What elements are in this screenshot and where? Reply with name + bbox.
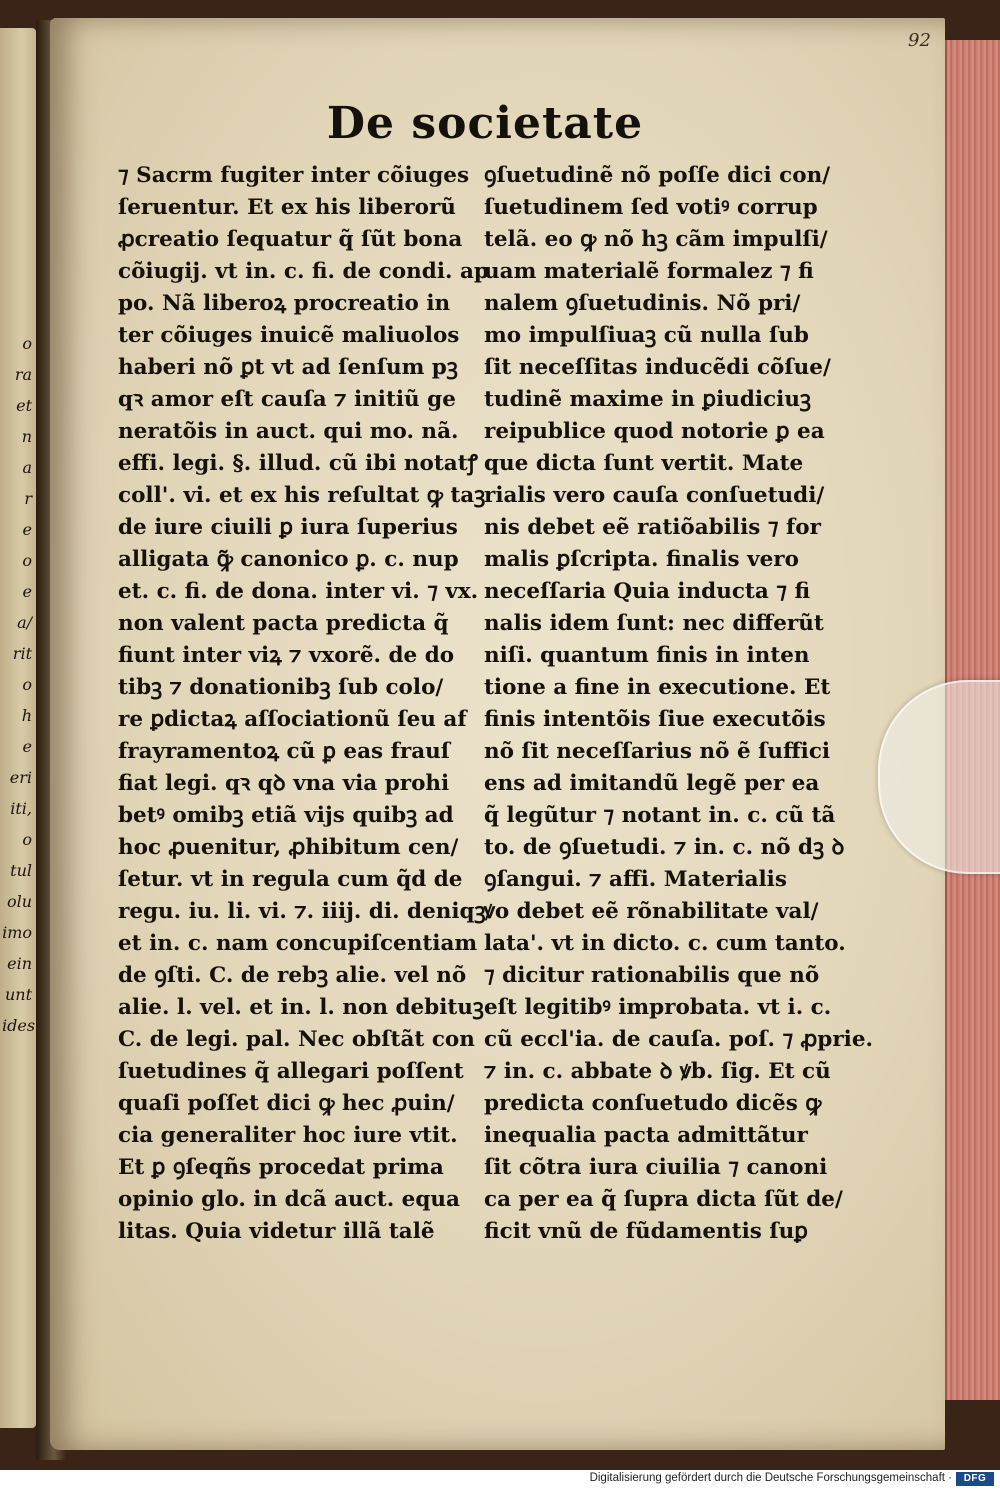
text-line: rialis vero cauſa conſuetudi/ [484, 483, 825, 508]
text-line: de iure ciuili ꝑ iura ſuperius [118, 515, 458, 540]
page-title: De societate [326, 98, 644, 149]
text-line: reipublice quod notorie ꝑ ea [484, 419, 825, 444]
dfg-logo-icon[interactable]: DFG [956, 1472, 994, 1486]
text-line: non valent pacta predicta q̃ [118, 611, 449, 636]
text-line: frayramentoꝝ cũ ꝑ eas frauſ [118, 739, 451, 764]
text-line: tudinẽ maxime in ꝑiudiciuꝫ [484, 387, 811, 412]
fragment-line: ra [14, 365, 32, 384]
text-line: neceſſaria Quia inducta ⁊ fi [484, 579, 811, 604]
text-line: lata'. vt in dicto. c. cum tanto. [484, 931, 846, 956]
text-line: de ꝯſti. C. de rebꝫ alie. vel nõ [118, 963, 467, 988]
fragment-line: e [22, 520, 32, 539]
text-line: alie. l. vel. et in. l. non debituꝫ [118, 995, 484, 1020]
text-line: alligata ꝙ̃ canonico ꝑ. c. nup [118, 547, 459, 572]
text-line: nis debet eẽ ratiõabilis ⁊ for [484, 515, 821, 540]
text-line: et in. c. nam concupiſcentiam [118, 931, 478, 956]
text-line: ſetur. vt in regula cum q̃d de [118, 867, 463, 892]
text-line: telã. eo ꝙ nõ hꝫ cãm impulſi/ [484, 227, 828, 252]
text-line: haberi nõ ꝑt vt ad ſenſum pꝫ [118, 355, 458, 380]
text-line: ⁊ in. c. abbate ꝺ ꝟb. ſig. Et cũ [484, 1059, 831, 1084]
text-line: to. de ꝯſuetudi. ⁊ in. c. nõ dꝫ ꝺ [484, 835, 845, 860]
text-line: eſt legitibꝰ improbata. vt i. c. [484, 995, 832, 1020]
fragment-line: a [22, 458, 32, 477]
text-line: ſit cõtra iura ciuilia ⁊ canoni [484, 1155, 828, 1180]
text-line: Et ꝑ ꝯſeqñs procedat prima [118, 1155, 444, 1180]
text-line: ⁊ Sacrm fugiter inter cõiuges [118, 163, 470, 188]
text-line: ca per ea q̃ ſupra dicta ſũt de/ [484, 1187, 843, 1212]
funding-credit: Digitalisierung gefördert durch die Deutsche Forschungsgemeinschaft · [589, 1472, 952, 1484]
text-line: nalis idem ſunt: nec differũt [484, 611, 824, 636]
previous-page-edge [0, 28, 36, 1428]
text-line: q̃ legũtur ⁊ notant in. c. cũ tã [484, 803, 836, 828]
fragment-line: o [22, 830, 32, 849]
text-line: ſuetudinem ſed votiꝰ corrup [484, 195, 818, 220]
text-line: fiunt inter viꝝ ⁊ vxorẽ. de do [118, 643, 455, 668]
text-line: ꝯſangui. ⁊ affi. Materialis [484, 867, 787, 892]
text-line: cõiugij. vt in. c. fi. de condi. ap [118, 259, 489, 284]
text-column-right [484, 160, 873, 1248]
fragment-line: o [22, 675, 32, 694]
fragment-line: tul [10, 861, 32, 880]
fragment-line: et [16, 396, 32, 415]
fragment-line: r [24, 489, 32, 508]
text-column-left [118, 160, 489, 1248]
text-line: qꝛ amor eſt cauſa ⁊ initiũ ge [118, 387, 456, 412]
folio-number: 92 [908, 30, 931, 51]
text-line: nõ ſit neceſſarius nõ ẽ ſuffici [484, 739, 831, 764]
text-line: cia generaliter hoc iure vtit. [118, 1123, 458, 1148]
fragment-line: e [22, 582, 32, 601]
text-line: regu. iu. li. vi. ⁊. iiij. di. deniqꝫ [118, 899, 486, 924]
text-line: C. de legi. pal. Nec obſtãt con [118, 1027, 475, 1052]
fragment-line: eri [9, 768, 32, 787]
fragment-line: o [22, 551, 32, 570]
text-line: tibꝫ ⁊ donationibꝫ ſub colo/ [118, 675, 444, 700]
text-line: betꝰ omibꝫ etiã vijs quibꝫ ad [118, 803, 454, 828]
text-line: opinio glo. in dcã auct. equa [118, 1187, 460, 1212]
text-line: ꝓcreatio ſequatur q̃ ſũt bona [118, 227, 463, 252]
fragment-line: ein [7, 954, 32, 973]
text-line: quaſi poſſet dici ꝙ hec ꝓuin/ [118, 1091, 455, 1116]
text-line: neratõis in auct. qui mo. nã. [118, 419, 459, 444]
text-line: ſuetudines q̃ allegari poſſent [118, 1059, 464, 1084]
text-line: ꝯſuetudinẽ nõ poſſe dici con/ [484, 163, 831, 188]
text-line: et. c. fi. de dona. inter vi. ⁊ vx. [118, 579, 479, 604]
text-line: coll'. vi. et ex his reſultat ꝙ taꝫ [118, 483, 486, 508]
text-line: finis intentõis ſiue executõis [484, 707, 826, 732]
fragment-line: rit [12, 644, 32, 663]
fragment-line: e [22, 737, 32, 756]
text-line: cũ eccl'ia. de cauſa. poſ. ⁊ ꝓprie. [484, 1027, 873, 1052]
previous-page-text-fragments [2, 328, 36, 1041]
text-line: litas. Quia videtur illã talẽ [118, 1219, 435, 1244]
text-line: re ꝑdictaꝝ aſſociationũ ſeu af [118, 707, 467, 732]
text-line: predicta conſuetudo dicẽs ꝙ [484, 1091, 822, 1116]
fragment-line: unt [4, 985, 32, 1004]
text-line: ſit neceſſitas inducẽdi cõſue/ [484, 355, 831, 380]
text-line: ens ad imitandũ legẽ per ea [484, 771, 820, 796]
footer-bar [0, 1470, 1000, 1489]
fragment-line: ides [2, 1016, 36, 1035]
fragment-line: n [21, 427, 32, 446]
text-line: ꝟo debet eẽ rõnabilitate val/ [484, 899, 819, 924]
text-line: ficit vnũ de fũdamentis ſuꝑ [484, 1219, 808, 1244]
text-line: ter cõiuges inuicẽ maliuolos [118, 323, 460, 348]
fragment-line: imo [2, 923, 32, 942]
text-line: fiat legi. qꝛ qꝺ vna via prohi [118, 771, 450, 796]
text-line: niſi. quantum finis in inten [484, 643, 810, 668]
text-line: uam materialẽ formalez ⁊ fi [484, 259, 814, 284]
text-line: que dicta ſunt vertit. Mate [484, 451, 804, 476]
fragment-line: h [21, 706, 32, 725]
fragment-line: o [22, 334, 32, 353]
text-line: malis ꝑſcripta. finalis vero [484, 547, 799, 572]
fragment-line: olu [6, 892, 32, 911]
fragment-line: a/ [17, 613, 32, 632]
text-line: effi. legi. §. illud. cũ ibi notatꝭ [118, 451, 478, 476]
fragment-line: iti, [10, 799, 32, 818]
text-line: ⁊ dicitur rationabilis que nõ [484, 963, 820, 988]
text-line: po. Nã liberoꝝ procreatio in [118, 291, 451, 316]
text-line: tione a fine in executione. Et [484, 675, 831, 700]
text-line: nalem ꝯſuetudinis. Nõ pri/ [484, 291, 801, 316]
text-line: mo impulſiuaꝫ cũ nulla ſub [484, 323, 809, 348]
text-line: ſeruentur. Et ex his liberorũ [118, 195, 456, 220]
text-line: inequalia pacta admittãtur [484, 1123, 808, 1148]
text-line: hoc ꝓuenitur, ꝓhibitum cen/ [118, 835, 459, 860]
